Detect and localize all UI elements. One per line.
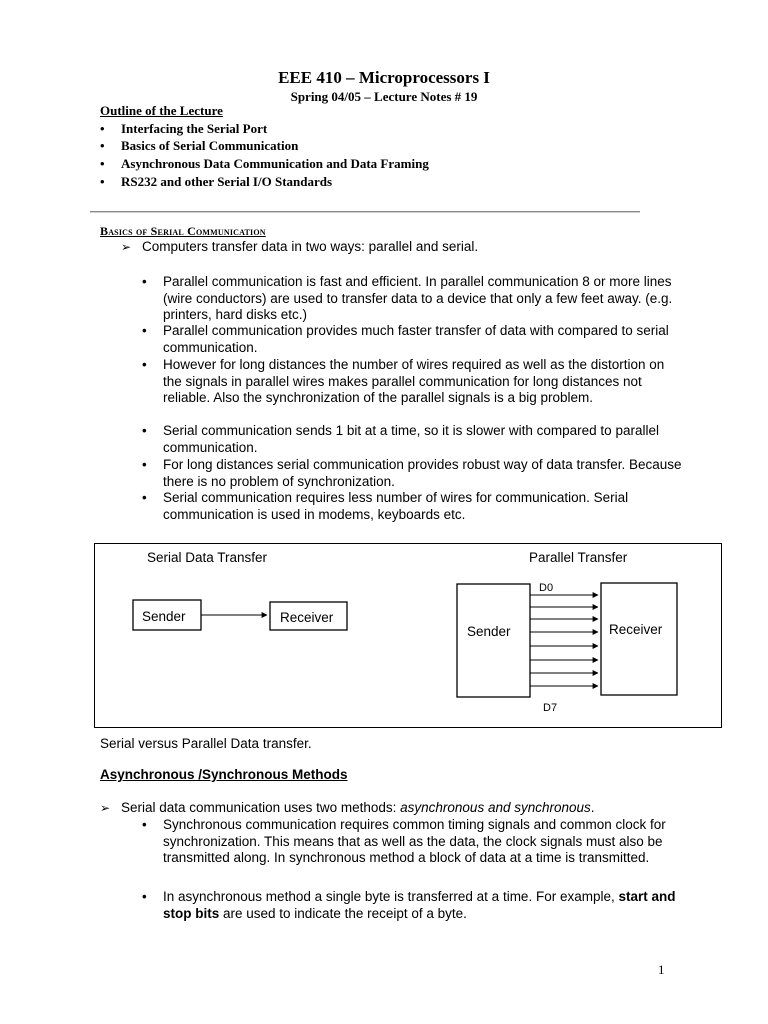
outline-item-text: Basics of Serial Communication [121,138,299,153]
async-intro-prefix: Serial data communication uses two methods: [121,800,401,815]
parallel-receiver-label: Receiver [609,622,663,637]
transfer-diagram-svg [95,544,721,727]
list-item-text: Parallel communication provides much faster transfer of data with compared to serial communication. [163,323,669,355]
parallel-label-d0: D0 [539,582,554,594]
list-item-text: Serial communication requires less number of wires for communication. Serial communication is used in modems, keyboards etc. [163,490,629,522]
bullet-icon: • [142,274,147,289]
outline-item-text: RS232 and other Serial I/O Standards [121,174,333,189]
arrow-bullet-icon: ➢ [121,240,132,254]
outline-item-text: Asynchronous Data Communication and Data Framing [121,156,429,171]
outline-item [100,156,429,172]
list-item [142,889,682,922]
page-number: 1 [658,962,665,977]
bullet-icon: • [142,817,147,832]
outline-item-text: Interfacing the Serial Port [121,121,268,136]
list-item [142,817,682,867]
list-item-text: Synchronous communication requires common timing signals and common clock for synchronization. This means that as well as the data, the clock signals must also be transmitted along. In synchronous method a block of data at a time is transmitted. [163,817,666,866]
bullet-icon: • [100,174,105,189]
bullet-icon: • [100,138,105,153]
list-item-text: For long distances serial communication provides robust way of data transfer. Because there is no problem of synchronization. [163,457,682,489]
list-item-text: However for long distances the number of wires required as well as the distortion on the signals in parallel wires makes parallel communication for long distances not reliable. Also the synchronization of the parallel signals is a big problem. [163,357,665,406]
document-title: EEE 410 – Microprocessors I [278,68,490,87]
bullet-icon: • [142,889,147,904]
outline-heading: Outline of the Lecture [100,103,223,118]
async-heading: Asynchronous /Synchronous Methods [100,767,348,782]
bullet-icon: • [100,156,105,171]
async-intro-suffix: . [590,800,595,815]
list-item [142,457,682,490]
async-intro-emphasis: asynchronous and synchronous [400,800,591,815]
bullet-icon: • [142,323,147,338]
outline-item [100,174,332,190]
basics-heading: Basics of Serial Communication [100,224,266,238]
parallel-diagram-title: Parallel Transfer [529,550,628,565]
document-subtitle: Spring 04/05 – Lecture Notes # 19 [290,89,478,104]
async-intro [100,800,595,815]
transfer-diagram [94,543,722,728]
async-bullet2-bold: start and stop bits [163,889,676,921]
section-divider [90,211,640,213]
serial-diagram-title: Serial Data Transfer [147,550,268,565]
list-item [142,423,682,456]
outline-item [100,138,298,154]
list-item [142,274,682,324]
list-item-text: Serial communication sends 1 bit at a time, so it is slower with compared to parallel communication. [163,423,659,455]
arrow-bullet-icon: ➢ [100,801,111,815]
async-bullet2-suffix: are used to indicate the receipt of a byte. [219,905,467,921]
bullet-icon: • [142,490,147,505]
basics-intro [121,239,478,254]
parallel-label-d7: D7 [543,702,558,714]
figure-caption: Serial versus Parallel Data transfer. [100,736,312,751]
bullet-icon: • [142,457,147,472]
list-item [142,323,682,356]
parallel-sender-box [457,584,530,697]
outline-item [100,121,267,137]
list-item [142,490,682,523]
list-item-text [163,889,682,922]
parallel-sender-label: Sender [467,624,511,639]
list-item-text: Parallel communication is fast and efficient. In parallel communication 8 or more lines (wire conductors) are used to transfer data to a device that only a few feet away. (e.g. printers, hard disks etc.) [163,274,673,323]
basics-intro-text: Computers transfer data in two ways: parallel and serial. [142,239,479,254]
serial-receiver-label: Receiver [280,610,334,625]
bullet-icon: • [100,121,105,136]
async-bullet2-prefix: In asynchronous method a single byte is transferred at a time. For example, [163,889,619,904]
bullet-icon: • [142,423,147,438]
list-item [142,357,682,407]
serial-sender-label: Sender [142,609,186,624]
parallel-receiver-box [601,583,677,695]
bullet-icon: • [142,357,147,372]
